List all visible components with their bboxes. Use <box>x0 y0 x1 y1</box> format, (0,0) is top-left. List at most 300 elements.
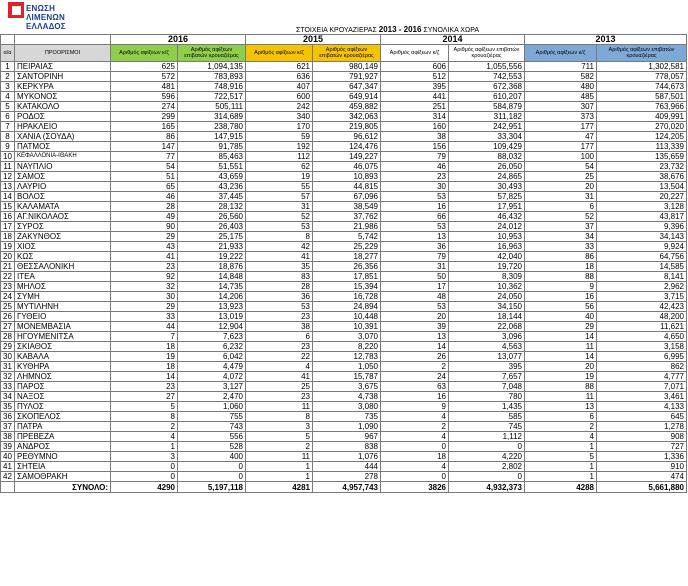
ships-2014: 16 <box>381 202 449 212</box>
table-row <box>1 92 687 102</box>
ships-2013: 40 <box>525 312 597 322</box>
table-row <box>1 322 687 332</box>
row-index: 36 <box>1 412 15 422</box>
row-index: 23 <box>1 282 15 292</box>
ships-2015: 53 <box>246 222 313 232</box>
destination-name: ΚΥΘΗΡΑ <box>15 362 111 372</box>
table-row <box>1 222 687 232</box>
ships-2015: 83 <box>246 272 313 282</box>
logo-text <box>26 4 66 31</box>
destination-name: ΑΓ.ΝΙΚΟΛΑΟΣ <box>15 212 111 222</box>
table-row <box>1 82 687 92</box>
ships-2015: 53 <box>246 302 313 312</box>
year-2016-header: 2016 <box>111 35 246 45</box>
destination-name: ΜΥΚΟΝΟΣ <box>15 92 111 102</box>
destination-name: ΚΑΒΑΛΑ <box>15 352 111 362</box>
ships-2014: 66 <box>381 212 449 222</box>
passengers-2015: 8,220 <box>313 342 381 352</box>
ships-2015: 28 <box>246 282 313 292</box>
column-header-row <box>1 45 687 62</box>
ships-2015: 192 <box>246 142 313 152</box>
ships-2013: 56 <box>525 302 597 312</box>
ships-2013: 177 <box>525 142 597 152</box>
ships-2016: 625 <box>111 62 178 72</box>
passengers-2014: 24,865 <box>449 172 525 182</box>
row-index: 5 <box>1 102 15 112</box>
passengers-2013: 23,732 <box>597 162 687 172</box>
ships-2014: 23 <box>381 172 449 182</box>
table-row <box>1 232 687 242</box>
passengers-2015: 67,096 <box>313 192 381 202</box>
table-row <box>1 452 687 462</box>
ships-2016: 18 <box>111 362 178 372</box>
destination-name: ΜΟΝΕΜΒΑΣΙΑ <box>15 322 111 332</box>
ships-2016: 165 <box>111 122 178 132</box>
row-index: 6 <box>1 112 15 122</box>
passengers-2014: 7,657 <box>449 372 525 382</box>
destination-name: ΠΑΤΜΟΣ <box>15 142 111 152</box>
passengers-2013: 910 <box>597 462 687 472</box>
passengers-2016: 556 <box>178 432 246 442</box>
passengers-2016: 43,236 <box>178 182 246 192</box>
destination-name: ΑΝΔΡΟΣ <box>15 442 111 452</box>
passengers-2014: 2,802 <box>449 462 525 472</box>
table-row <box>1 352 687 362</box>
row-index: 19 <box>1 242 15 252</box>
ships-2016: 299 <box>111 112 178 122</box>
destination-name: ΣΗΤΕΙΑ <box>15 462 111 472</box>
ships-2014: 395 <box>381 82 449 92</box>
destination-name: ΣΚΙΑΘΟΣ <box>15 342 111 352</box>
ships-2015: 23 <box>246 392 313 402</box>
passengers-2014: 610,207 <box>449 92 525 102</box>
ships-2013: 18 <box>525 262 597 272</box>
table-row <box>1 212 687 222</box>
passengers-2015: 15,394 <box>313 282 381 292</box>
ships-2014: 14 <box>381 342 449 352</box>
passengers-2013: 48,200 <box>597 312 687 322</box>
passengers-2014: 17,951 <box>449 202 525 212</box>
ships-2013: 100 <box>525 152 597 162</box>
row-index: 38 <box>1 432 15 442</box>
row-index: 8 <box>1 132 15 142</box>
ships-2013: 582 <box>525 72 597 82</box>
destination-name: ΒΟΛΟΣ <box>15 192 111 202</box>
ships-2016: 5 <box>111 402 178 412</box>
ships-2015: 42 <box>246 242 313 252</box>
destination-name: ΝΑΥΠΛΙΟ <box>15 162 111 172</box>
passengers-2016: 6,042 <box>178 352 246 362</box>
passengers-2014: 1,055,556 <box>449 62 525 72</box>
total-row <box>1 482 687 493</box>
passengers-2013: 1,336 <box>597 452 687 462</box>
ships-2013: 34 <box>525 232 597 242</box>
ships-2013: 29 <box>525 322 597 332</box>
passengers-2015: 124,476 <box>313 142 381 152</box>
table-row <box>1 412 687 422</box>
ships-2015: 36 <box>246 292 313 302</box>
passengers-2016: 14,848 <box>178 272 246 282</box>
ships-2014: 53 <box>381 222 449 232</box>
passengers-2015: 10,448 <box>313 312 381 322</box>
row-index: 39 <box>1 442 15 452</box>
ships-2014: 53 <box>381 192 449 202</box>
ships-2016: 77 <box>111 152 178 162</box>
passengers-2016: 748,916 <box>178 82 246 92</box>
ships-2014: 26 <box>381 352 449 362</box>
table-row <box>1 422 687 432</box>
passengers-2014: 22,068 <box>449 322 525 332</box>
ships-2016: 1 <box>111 442 178 452</box>
ships-2016: 8 <box>111 412 178 422</box>
ships-2015: 23 <box>246 342 313 352</box>
total-label: ΣΥΝΟΛΟ: <box>15 482 111 493</box>
ships-2014: 39 <box>381 322 449 332</box>
ships-2014: 48 <box>381 292 449 302</box>
passengers-2015: 10,893 <box>313 172 381 182</box>
passengers-2013: 42,423 <box>597 302 687 312</box>
passengers-2013: 3,715 <box>597 292 687 302</box>
passengers-2013: 11,621 <box>597 322 687 332</box>
passengers-2014: 1,435 <box>449 402 525 412</box>
row-index: 4 <box>1 92 15 102</box>
ships-2013: 11 <box>525 342 597 352</box>
ships-2015: 407 <box>246 82 313 92</box>
passengers-2016: 25,175 <box>178 232 246 242</box>
ships-2016: 23 <box>111 262 178 272</box>
table-row <box>1 442 687 452</box>
total-passengers-2016: 5,197,118 <box>178 482 246 493</box>
ships-2015: 11 <box>246 452 313 462</box>
table-row <box>1 242 687 252</box>
ships-2014: 441 <box>381 92 449 102</box>
passengers-2016: 0 <box>178 472 246 482</box>
row-index: 33 <box>1 382 15 392</box>
ships-2016: 23 <box>111 382 178 392</box>
ships-2013: 6 <box>525 412 597 422</box>
logo-line-2: ΛΙΜΕΝΩΝ <box>26 13 65 22</box>
ships-2015: 62 <box>246 162 313 172</box>
ships-2013: 54 <box>525 162 597 172</box>
ships-2015: 5 <box>246 432 313 442</box>
passengers-2016: 783,893 <box>178 72 246 82</box>
ships-2013: 177 <box>525 122 597 132</box>
table-row <box>1 102 687 112</box>
passengers-2015: 38,549 <box>313 202 381 212</box>
ships-2016-header: Αριθμός αφίξεων κ/ζ <box>111 45 178 62</box>
destination-name: ΣΚΟΠΕΛΟΣ <box>15 412 111 422</box>
total-passengers-2014: 4,932,373 <box>449 482 525 493</box>
passengers-2015-header: Αριθμός αφίξεων επιβατών κρουαζιέρας <box>313 45 381 62</box>
passengers-2014: 242,951 <box>449 122 525 132</box>
passengers-2014: 18,144 <box>449 312 525 322</box>
table-row <box>1 182 687 192</box>
ships-2014: 53 <box>381 302 449 312</box>
passengers-2016: 43,659 <box>178 172 246 182</box>
table-row <box>1 152 687 162</box>
year-2015-header: 2015 <box>246 35 381 45</box>
passengers-2014: 0 <box>449 472 525 482</box>
passengers-2016: 3,127 <box>178 382 246 392</box>
passengers-2016: 13,923 <box>178 302 246 312</box>
passengers-2014: 780 <box>449 392 525 402</box>
row-index: 20 <box>1 252 15 262</box>
row-index: 12 <box>1 172 15 182</box>
logo <box>8 2 100 38</box>
passengers-2015: 26,356 <box>313 262 381 272</box>
logo-line-1: ΕΝΩΣΗ <box>26 4 56 13</box>
ships-2013: 1 <box>525 472 597 482</box>
ships-2015: 52 <box>246 212 313 222</box>
ships-2014: 606 <box>381 62 449 72</box>
passengers-2015: 16,728 <box>313 292 381 302</box>
ships-2016: 0 <box>111 472 178 482</box>
ships-2015: 25 <box>246 382 313 392</box>
ships-2014: 2 <box>381 362 449 372</box>
ships-2016: 27 <box>111 392 178 402</box>
passengers-2014: 4,220 <box>449 452 525 462</box>
ships-2013: 20 <box>525 182 597 192</box>
passengers-2016: 12,904 <box>178 322 246 332</box>
destination-name: ΙΤΕΑ <box>15 272 111 282</box>
passengers-2014: 672,368 <box>449 82 525 92</box>
ships-2015: 3 <box>246 422 313 432</box>
passengers-2014: 742,553 <box>449 72 525 82</box>
total-ships-2013: 4288 <box>525 482 597 493</box>
ships-2014: 13 <box>381 332 449 342</box>
passengers-2016: 722,517 <box>178 92 246 102</box>
passengers-2013: 8,141 <box>597 272 687 282</box>
total-ships-2014: 3826 <box>381 482 449 493</box>
ships-2014: 4 <box>381 462 449 472</box>
ships-2013: 33 <box>525 242 597 252</box>
ships-2015: 35 <box>246 262 313 272</box>
title-years: 2013 - 2016 <box>378 25 422 34</box>
row-index: 34 <box>1 392 15 402</box>
ships-2016: 3 <box>111 452 178 462</box>
ships-2013: 480 <box>525 82 597 92</box>
ships-2016: 54 <box>111 162 178 172</box>
ships-2013: 16 <box>525 292 597 302</box>
destination-name: ΣΥΜΗ <box>15 292 111 302</box>
destination-name: ΠΕΙΡΑΙΑΣ <box>15 62 111 72</box>
destination-name: ΠΑΡΟΣ <box>15 382 111 392</box>
ships-2013: 14 <box>525 332 597 342</box>
destination-name: ΚΩΣ <box>15 252 111 262</box>
ships-2013-header: Αριθμός αφίξεων κ/ζ <box>525 45 597 62</box>
passengers-2016: 314,689 <box>178 112 246 122</box>
ships-2015: 8 <box>246 412 313 422</box>
logo-mark-icon <box>8 2 24 18</box>
passengers-2014: 88,032 <box>449 152 525 162</box>
ships-2013: 4 <box>525 432 597 442</box>
passengers-2016: 26,403 <box>178 222 246 232</box>
passengers-2013: 2,962 <box>597 282 687 292</box>
passengers-2013: 3,158 <box>597 342 687 352</box>
passengers-2013: 727 <box>597 442 687 452</box>
row-index: 10 <box>1 152 15 162</box>
passengers-2015: 37,762 <box>313 212 381 222</box>
passengers-2016: 743 <box>178 422 246 432</box>
passengers-2015: 3,675 <box>313 382 381 392</box>
row-index: 9 <box>1 142 15 152</box>
ships-2014: 0 <box>381 442 449 452</box>
passengers-2013: 587,501 <box>597 92 687 102</box>
passengers-2016: 26,560 <box>178 212 246 222</box>
ships-2014: 17 <box>381 282 449 292</box>
passengers-2014: 33,304 <box>449 132 525 142</box>
table-row <box>1 202 687 212</box>
ships-2014: 79 <box>381 152 449 162</box>
passengers-2013: 9,924 <box>597 242 687 252</box>
row-index: 1 <box>1 62 15 72</box>
title-prefix: ΣΤΟΙΧΕΙΑ ΚΡΟΥΑΖΙΕΡΑΣ <box>296 27 377 34</box>
ships-2013: 20 <box>525 362 597 372</box>
title-suffix: ΣΥΝΟΛΙΚΑ ΧΩΡΑ <box>423 27 480 34</box>
destination-name: ΠΑΤΡΑ <box>15 422 111 432</box>
ships-2015: 8 <box>246 232 313 242</box>
passengers-2014: 745 <box>449 422 525 432</box>
passengers-2016: 14,735 <box>178 282 246 292</box>
ships-2015: 6 <box>246 332 313 342</box>
ships-2013: 373 <box>525 112 597 122</box>
table-row <box>1 142 687 152</box>
passengers-2015: 649,914 <box>313 92 381 102</box>
passengers-2016: 28,132 <box>178 202 246 212</box>
ships-2014: 38 <box>381 132 449 142</box>
passengers-2014: 109,429 <box>449 142 525 152</box>
passengers-2015: 980,149 <box>313 62 381 72</box>
destination-name: ΓΥΘΕΙΟ <box>15 312 111 322</box>
row-index: 22 <box>1 272 15 282</box>
passengers-2014: 13,077 <box>449 352 525 362</box>
passengers-2013: 135,659 <box>597 152 687 162</box>
ships-2016: 14 <box>111 372 178 382</box>
passengers-2014: 311,182 <box>449 112 525 122</box>
destination-name: ΗΡΑΚΛΕΙΟ <box>15 122 111 132</box>
table-row <box>1 332 687 342</box>
row-index: 14 <box>1 192 15 202</box>
passengers-2013: 34,143 <box>597 232 687 242</box>
table-row <box>1 372 687 382</box>
passengers-2013: 1,278 <box>597 422 687 432</box>
ships-2016: 4 <box>111 432 178 442</box>
passengers-2014: 3,096 <box>449 332 525 342</box>
passengers-2015: 278 <box>313 472 381 482</box>
passengers-2013: 908 <box>597 432 687 442</box>
ships-2014: 30 <box>381 182 449 192</box>
passengers-2014: 16,963 <box>449 242 525 252</box>
row-index: 13 <box>1 182 15 192</box>
ships-2013: 11 <box>525 392 597 402</box>
ships-2014: 9 <box>381 402 449 412</box>
passengers-2013: 3,128 <box>597 202 687 212</box>
passengers-2013: 474 <box>597 472 687 482</box>
passengers-2016: 1,060 <box>178 402 246 412</box>
destination-name: ΛΗΜΝΟΣ <box>15 372 111 382</box>
ships-2014: 50 <box>381 272 449 282</box>
passengers-2013: 14,585 <box>597 262 687 272</box>
ships-2016: 274 <box>111 102 178 112</box>
passengers-2014: 0 <box>449 442 525 452</box>
passengers-2014: 24,050 <box>449 292 525 302</box>
passengers-2013: 409,991 <box>597 112 687 122</box>
ships-2015: 1 <box>246 462 313 472</box>
destination-name: ΜΗΛΟΣ <box>15 282 111 292</box>
ships-2013: 47 <box>525 132 597 142</box>
logo-line-3: ΕΛΛΑΔΟΣ <box>26 22 66 31</box>
passengers-2015: 96,612 <box>313 132 381 142</box>
ships-2016: 7 <box>111 332 178 342</box>
ships-2013: 2 <box>525 422 597 432</box>
ships-2013: 31 <box>525 192 597 202</box>
table-row <box>1 172 687 182</box>
table-row <box>1 342 687 352</box>
destination-name: ΚΕΦΑΛΛΟΝΙΑ-ΙΘΑΚΗ <box>15 152 111 162</box>
ships-2013: 1 <box>525 462 597 472</box>
ships-2014: 251 <box>381 102 449 112</box>
row-index: 35 <box>1 402 15 412</box>
passengers-2015: 46,075 <box>313 162 381 172</box>
passengers-2014: 46,432 <box>449 212 525 222</box>
table-row <box>1 462 687 472</box>
row-index: 41 <box>1 462 15 472</box>
table-row <box>1 382 687 392</box>
destination-name: ΧΙΟΣ <box>15 242 111 252</box>
passengers-2013: 43,817 <box>597 212 687 222</box>
total-ships-2015: 4281 <box>246 482 313 493</box>
passengers-2015: 25,229 <box>313 242 381 252</box>
table-row <box>1 112 687 122</box>
ships-2015: 41 <box>246 252 313 262</box>
ships-2013: 25 <box>525 172 597 182</box>
ships-2016: 19 <box>111 352 178 362</box>
ships-2016: 147 <box>111 142 178 152</box>
ships-2016: 30 <box>111 292 178 302</box>
year-header-row <box>1 35 687 45</box>
destination-name: ΣΑΝΤΟΡΙΝΗ <box>15 72 111 82</box>
ships-2015: 600 <box>246 92 313 102</box>
passengers-2015: 24,894 <box>313 302 381 312</box>
passengers-2015: 44,815 <box>313 182 381 192</box>
ships-2015: 23 <box>246 312 313 322</box>
ships-2013: 52 <box>525 212 597 222</box>
ships-2016: 44 <box>111 322 178 332</box>
passengers-2014: 34,150 <box>449 302 525 312</box>
passengers-2015: 149,227 <box>313 152 381 162</box>
destination-name: ΛΑΥΡΙΟ <box>15 182 111 192</box>
passengers-2015: 1,050 <box>313 362 381 372</box>
destination-name: ΣΑΜΟΘΡΑΚΗ <box>15 472 111 482</box>
passengers-2014: 57,825 <box>449 192 525 202</box>
ships-2013: 6 <box>525 202 597 212</box>
passengers-2016: 19,222 <box>178 252 246 262</box>
destination-name: ΣΑΜΟΣ <box>15 172 111 182</box>
year-2014-header: 2014 <box>381 35 525 45</box>
ships-2016: 29 <box>111 232 178 242</box>
row-index: 21 <box>1 262 15 272</box>
passengers-2015: 1,076 <box>313 452 381 462</box>
ships-2014: 20 <box>381 312 449 322</box>
ships-2016: 90 <box>111 222 178 232</box>
ships-2014: 2 <box>381 422 449 432</box>
passengers-2013: 124,205 <box>597 132 687 142</box>
table-row <box>1 402 687 412</box>
passengers-2016: 37,445 <box>178 192 246 202</box>
passengers-2016: 505,111 <box>178 102 246 112</box>
passengers-2015: 219,805 <box>313 122 381 132</box>
passengers-2015: 3,080 <box>313 402 381 412</box>
